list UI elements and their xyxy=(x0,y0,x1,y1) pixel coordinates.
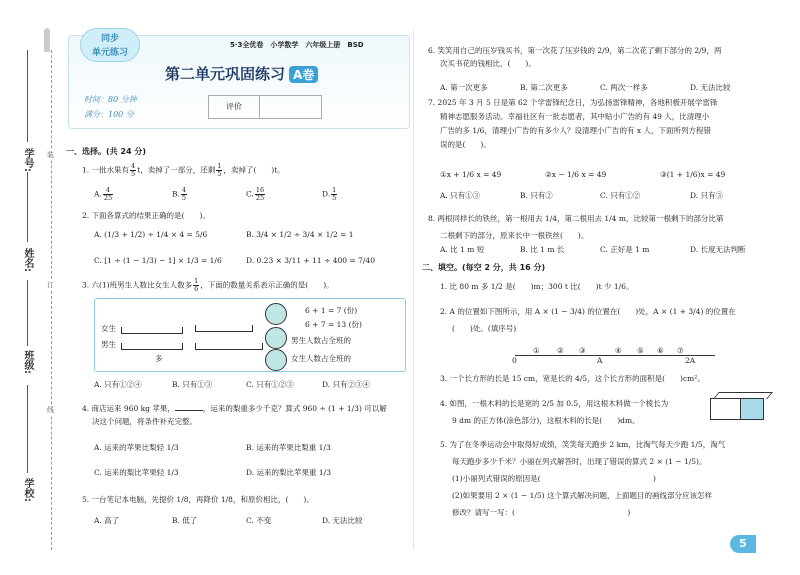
q1-text-c: ，卖掉了( )t。 xyxy=(223,165,285,175)
q7-option-c[interactable]: C. 只有①② xyxy=(600,191,641,200)
q3-bar-3 xyxy=(195,343,263,350)
q1-frac-2 xyxy=(216,163,222,178)
q2-option-c[interactable]: C. [1 ÷ (1 − 1/3) − 1] × 1/3 = 1/6 xyxy=(94,256,222,265)
class-label: 班级: xyxy=(22,350,33,374)
q6-text-b: 次买书花的钱相比，( )。 xyxy=(440,59,536,68)
question-6 xyxy=(428,44,778,70)
q3-eq4: 女生人数占全班的 xyxy=(291,354,351,363)
q5-text: 一台笔记本电脑，先提价 1/8，再降价 1/8，和原价相比，( )。 xyxy=(91,495,314,504)
q2-option-a[interactable]: A. (1/3 + 1/2) ÷ 1/4 × 4 = 5/6 xyxy=(94,230,208,239)
q5-option-c[interactable]: C. 不变 xyxy=(246,516,272,525)
sync-badge-line1: 同步 xyxy=(100,34,119,44)
q1-frac-1-num: 4 xyxy=(131,162,136,170)
series-label: 5·3全优卷 小学数学 六年级上册 BSD xyxy=(230,41,364,49)
q7-line2: 精神志愿服务活动。幸福社区有一批志愿者，其中贴小广告的有 49 人，比清理小 xyxy=(440,112,710,121)
q4-option-d[interactable]: D. 运来的梨比苹果重 1/3 xyxy=(246,468,331,477)
evaluation-cell[interactable] xyxy=(260,96,321,118)
q1-num: 1. xyxy=(82,165,90,175)
q1-option-b-frac xyxy=(181,187,187,202)
q4-num: 4. xyxy=(82,404,90,413)
q3-boy-label: 男生 xyxy=(101,340,116,349)
student-no-blank[interactable] xyxy=(27,50,28,142)
q11-text: 一个长方形的长是 15 cm，宽是长的 4/5，这个长方形的面积是( )cm²。 xyxy=(449,374,705,383)
q1-option-c-frac xyxy=(255,187,265,202)
name-label: 姓名: xyxy=(22,248,33,272)
cut-mark-2: 订 xyxy=(47,281,54,289)
q3-option-a[interactable]: A. 只有①②④ xyxy=(94,380,142,389)
q5-option-d[interactable]: D. 无法比较 xyxy=(322,516,363,525)
q2-text: 下面各算式的结果正确的是( )。 xyxy=(91,211,210,220)
q3-text-a: 六(1)班男生人数比女生人数多 xyxy=(91,280,193,290)
q1-option-d-num: 1 xyxy=(332,186,337,194)
q1-frac-1-den: 5 xyxy=(131,170,136,178)
q10-zero: 0 xyxy=(512,356,517,365)
evaluation-label-text: 评价 xyxy=(226,102,242,111)
q6-option-b[interactable]: B. 第二次更多 xyxy=(520,83,568,92)
page-number: 5 xyxy=(730,535,756,553)
q1-option-c-den: 25 xyxy=(255,194,265,202)
q1-text-a: 一批水果有 xyxy=(91,165,130,175)
q2-option-b[interactable]: B. 3/4 × 1/2 ÷ 3/4 × 1/2 = 1 xyxy=(246,230,354,239)
q8-line2: 二根剩下的部分，原来长中一根铁丝( )。 xyxy=(440,231,589,240)
q12-wood-body xyxy=(710,398,764,420)
q7-option-a[interactable]: A. 只有①③ xyxy=(440,191,481,200)
q7-line1: 2025 年 3 月 5 日是第 62 个学雷锋纪念日，为弘扬雷锋精神，各地积极开展学雷锋 xyxy=(437,98,718,107)
q13-num: 5. xyxy=(440,440,448,449)
cut-mark-1: 装 xyxy=(47,151,54,159)
q9-num: 1. xyxy=(440,282,448,291)
score-label: 满分：100 分 xyxy=(84,110,134,119)
q4-text-a: 商店运来 960 kg 苹果， xyxy=(91,404,175,413)
q10-point-2: ② xyxy=(557,346,564,355)
q1-option-c-num: 16 xyxy=(255,186,265,194)
evaluation-label xyxy=(209,96,260,118)
q3-bar-2 xyxy=(195,325,253,332)
q12-wood-figure xyxy=(710,392,772,420)
q2-num: 2. xyxy=(82,211,90,220)
q1-option-a[interactable] xyxy=(94,187,114,202)
q6-option-c[interactable]: C. 两次一样多 xyxy=(600,83,648,92)
q3-eq2: 6 + 7 = 13 (份) xyxy=(305,320,362,329)
sync-badge-line2: 单元练习 xyxy=(91,48,128,58)
q1-text-b: t，卖掉了一部分，还剩 xyxy=(137,165,216,175)
q1-option-d-frac xyxy=(331,187,337,202)
q8-num: 8. xyxy=(428,214,436,223)
q5-option-a[interactable]: A. 高了 xyxy=(94,516,120,525)
q8-option-a[interactable]: A. 比 1 m 短 xyxy=(440,245,485,254)
q10-line1: A 的位置如下图所示，用 A × (1 − 3/4) 的位置在( )处，A × (1 + 3/4) 的位置在 xyxy=(449,307,736,316)
q1-option-a-frac xyxy=(103,187,113,202)
q10-a-mark: A xyxy=(597,356,603,365)
q4-blank[interactable] xyxy=(175,410,203,411)
q13-line1: 为了在冬季运动会中取得好成绩，笑笑每天跑步 2 km，比淘气每天少跑 1/5，淘气 xyxy=(449,440,726,449)
q4-option-b[interactable]: B. 运来的苹果比梨重 1/3 xyxy=(246,443,331,452)
question-1 xyxy=(82,163,402,178)
q12-line2: 9 dm 的正方体(涂色部分)，这根木料的长是( )dm。 xyxy=(452,416,640,425)
cut-mark-3: 线 xyxy=(47,406,54,414)
q7-num: 7. xyxy=(428,98,436,107)
q10-line2: ( )处。(填序号) xyxy=(452,324,517,333)
q3-option-b[interactable]: B. 只有①③ xyxy=(172,380,213,389)
q6-option-d[interactable]: D. 无法比较 xyxy=(690,83,731,92)
q7-line4: 误的是( )。 xyxy=(440,140,491,149)
q3-pie-1 xyxy=(265,303,287,325)
q3-frac-den: 6 xyxy=(194,285,199,293)
question-8 xyxy=(428,210,778,244)
question-5 xyxy=(82,493,314,506)
question-2 xyxy=(82,209,210,222)
q7-line3: 广告的多 1/6，清理小广告的有多少人？设清理小广告的有 x 人，下面所列方程错 xyxy=(440,126,711,135)
cut-line xyxy=(51,50,52,550)
q1-option-c-key: C. xyxy=(246,189,254,199)
column-divider xyxy=(413,30,414,550)
name-blank[interactable] xyxy=(27,172,28,242)
q10-point-6: ⑥ xyxy=(657,346,664,355)
q3-eq3: 男生人数占全班的 xyxy=(291,336,351,345)
question-9 xyxy=(440,280,633,293)
q3-girl-label: 女生 xyxy=(101,324,116,333)
q10-point-7: ⑦ xyxy=(677,346,684,355)
question-10 xyxy=(440,303,780,337)
q6-num: 6. xyxy=(428,46,436,55)
q4-option-a[interactable]: A. 运来的苹果比梨轻 1/3 xyxy=(94,443,179,452)
q10-point-3: ③ xyxy=(579,346,586,355)
q4-option-c[interactable]: C. 运来的梨比苹果轻 1/3 xyxy=(94,468,179,477)
q13-line4: (2)如果要用 2 × (1 − 1/5) 这个算式解决问题，上面题目的画线部分应该怎样 xyxy=(452,491,712,500)
q8-option-c[interactable]: C. 正好是 1 m xyxy=(600,245,650,254)
q10-2a-mark: 2A xyxy=(685,356,696,365)
q3-girl-bar xyxy=(121,327,183,334)
page-title xyxy=(165,63,318,84)
sync-badge xyxy=(80,28,140,62)
q1-option-d-key: D. xyxy=(322,189,331,199)
q5-option-b[interactable]: B. 低了 xyxy=(172,516,198,525)
level-badge: A卷 xyxy=(289,66,318,83)
section2-title: 二、填空。(每空 2 分，共 16 分) xyxy=(422,263,546,272)
q1-option-d[interactable] xyxy=(322,187,338,202)
q10-num: 2. xyxy=(440,307,448,316)
q7-option-d[interactable]: D. 只有③ xyxy=(690,191,724,200)
q1-option-a-num: 4 xyxy=(103,187,113,195)
q3-num: 3. xyxy=(82,280,90,290)
q7-equation-3: ③(1 + 1/6)x = 49 xyxy=(660,170,726,179)
q1-option-b-key: B. xyxy=(172,189,180,199)
rocket-icon xyxy=(44,28,50,52)
q3-text-b: ，下面的数量关系表示正确的是( )。 xyxy=(200,280,334,290)
q8-line1: 两根同样长的铁丝，第一根用去 1/4，第二根用去 1/4 m，比较第一根剩下的部分比第 xyxy=(437,214,724,223)
q4-text-b: ，运来的梨重多少千克？算式 960 ÷ (1 + 1/3) 可以解 xyxy=(202,404,387,413)
q13-line3: (1)小丽列式错误的原因是( ) xyxy=(452,474,656,483)
time-label: 时间：80 分钟 xyxy=(84,95,137,104)
q6-option-a[interactable]: A. 第一次更多 xyxy=(440,83,488,92)
q3-eq1: 6 + 1 = 7 (份) xyxy=(305,306,358,315)
q1-option-b[interactable] xyxy=(172,187,188,202)
q5-num: 5. xyxy=(82,495,90,504)
binding-gutter xyxy=(0,0,62,575)
question-7 xyxy=(428,96,778,152)
page-title-text: 第二单元巩固练习 xyxy=(165,65,286,83)
q1-option-b-den: 5 xyxy=(181,194,187,202)
q7-equation-1: ①x + 1/6 x = 49 xyxy=(440,170,502,179)
question-4 xyxy=(82,402,407,428)
q13-line5: 修改？请写一写：( ) xyxy=(452,508,631,517)
q11-num: 3. xyxy=(440,374,448,383)
question-11 xyxy=(440,372,705,385)
q7-equation-2: ②x − 1/6 x = 49 xyxy=(545,170,607,179)
q4-text-c: 决这个问题，将条件补充完整。 xyxy=(92,417,197,426)
q3-option-d[interactable]: D. 只有②③④ xyxy=(322,380,371,389)
q1-frac-2-num: 1 xyxy=(217,162,222,170)
question-12 xyxy=(440,395,700,429)
q10-number-line xyxy=(512,346,715,365)
student-no-label: 学号: xyxy=(22,148,33,172)
q10-point-5: ⑤ xyxy=(637,346,644,355)
q1-option-a-key: A. xyxy=(94,189,102,199)
q8-option-d[interactable]: D. 长度无法判断 xyxy=(690,245,746,254)
q12-num: 4. xyxy=(440,399,448,408)
q2-option-d[interactable]: D. 0.23 × 3/11 + 11 ÷ 400 = 7/40 xyxy=(246,256,375,265)
school-blank[interactable] xyxy=(27,385,28,473)
q10-point-1: ① xyxy=(533,346,540,355)
q12-wood-top xyxy=(713,392,773,399)
evaluation-box[interactable] xyxy=(208,95,322,119)
q3-option-c[interactable]: C. 只有①②③ xyxy=(246,380,294,389)
q1-frac-2-den: 5 xyxy=(217,170,222,178)
q8-option-b[interactable]: B. 比 1 m 长 xyxy=(520,245,565,254)
q3-diagram xyxy=(94,298,406,372)
q3-frac-num: 1 xyxy=(194,277,199,285)
q3-frac xyxy=(193,278,199,293)
q1-option-d-den: 5 xyxy=(332,194,337,202)
q1-option-a-den: 25 xyxy=(103,194,113,202)
q3-boy-bar xyxy=(121,343,183,350)
q3-more-label: 多 xyxy=(155,354,163,363)
q6-text-a: 笑笑用自己的压岁钱买书，第一次花了压岁钱的 2/9，第二次花了剩下部分的 2/9，两 xyxy=(437,46,722,55)
q3-pie-3 xyxy=(265,349,287,371)
q13-line2: 每天跑步多少千米？小丽在列式解答时，出现了错误的算式 2 × (1 − 1/5)。 xyxy=(452,457,707,466)
q1-option-c[interactable] xyxy=(246,187,266,202)
question-3 xyxy=(82,278,402,293)
q1-frac-1 xyxy=(130,163,136,178)
class-blank[interactable] xyxy=(27,280,28,346)
q10-point-4: ④ xyxy=(615,346,622,355)
q3-pie-2 xyxy=(265,327,287,349)
question-13 xyxy=(440,436,785,521)
school-label: 学校: xyxy=(22,478,33,502)
q9-text: 比 80 m 多 1/2 是( )m；300 t 比( )t 少 1/6。 xyxy=(449,282,634,291)
q1-option-b-num: 4 xyxy=(181,186,187,194)
section1-title: 一、选择。(共 24 分) xyxy=(66,147,147,156)
q7-option-b[interactable]: B. 只有② xyxy=(520,191,553,200)
q12-line1: 如图，一根木料的长是宽的 2/5 加 0.5，用这根木料做一个棱长为 xyxy=(449,399,669,408)
